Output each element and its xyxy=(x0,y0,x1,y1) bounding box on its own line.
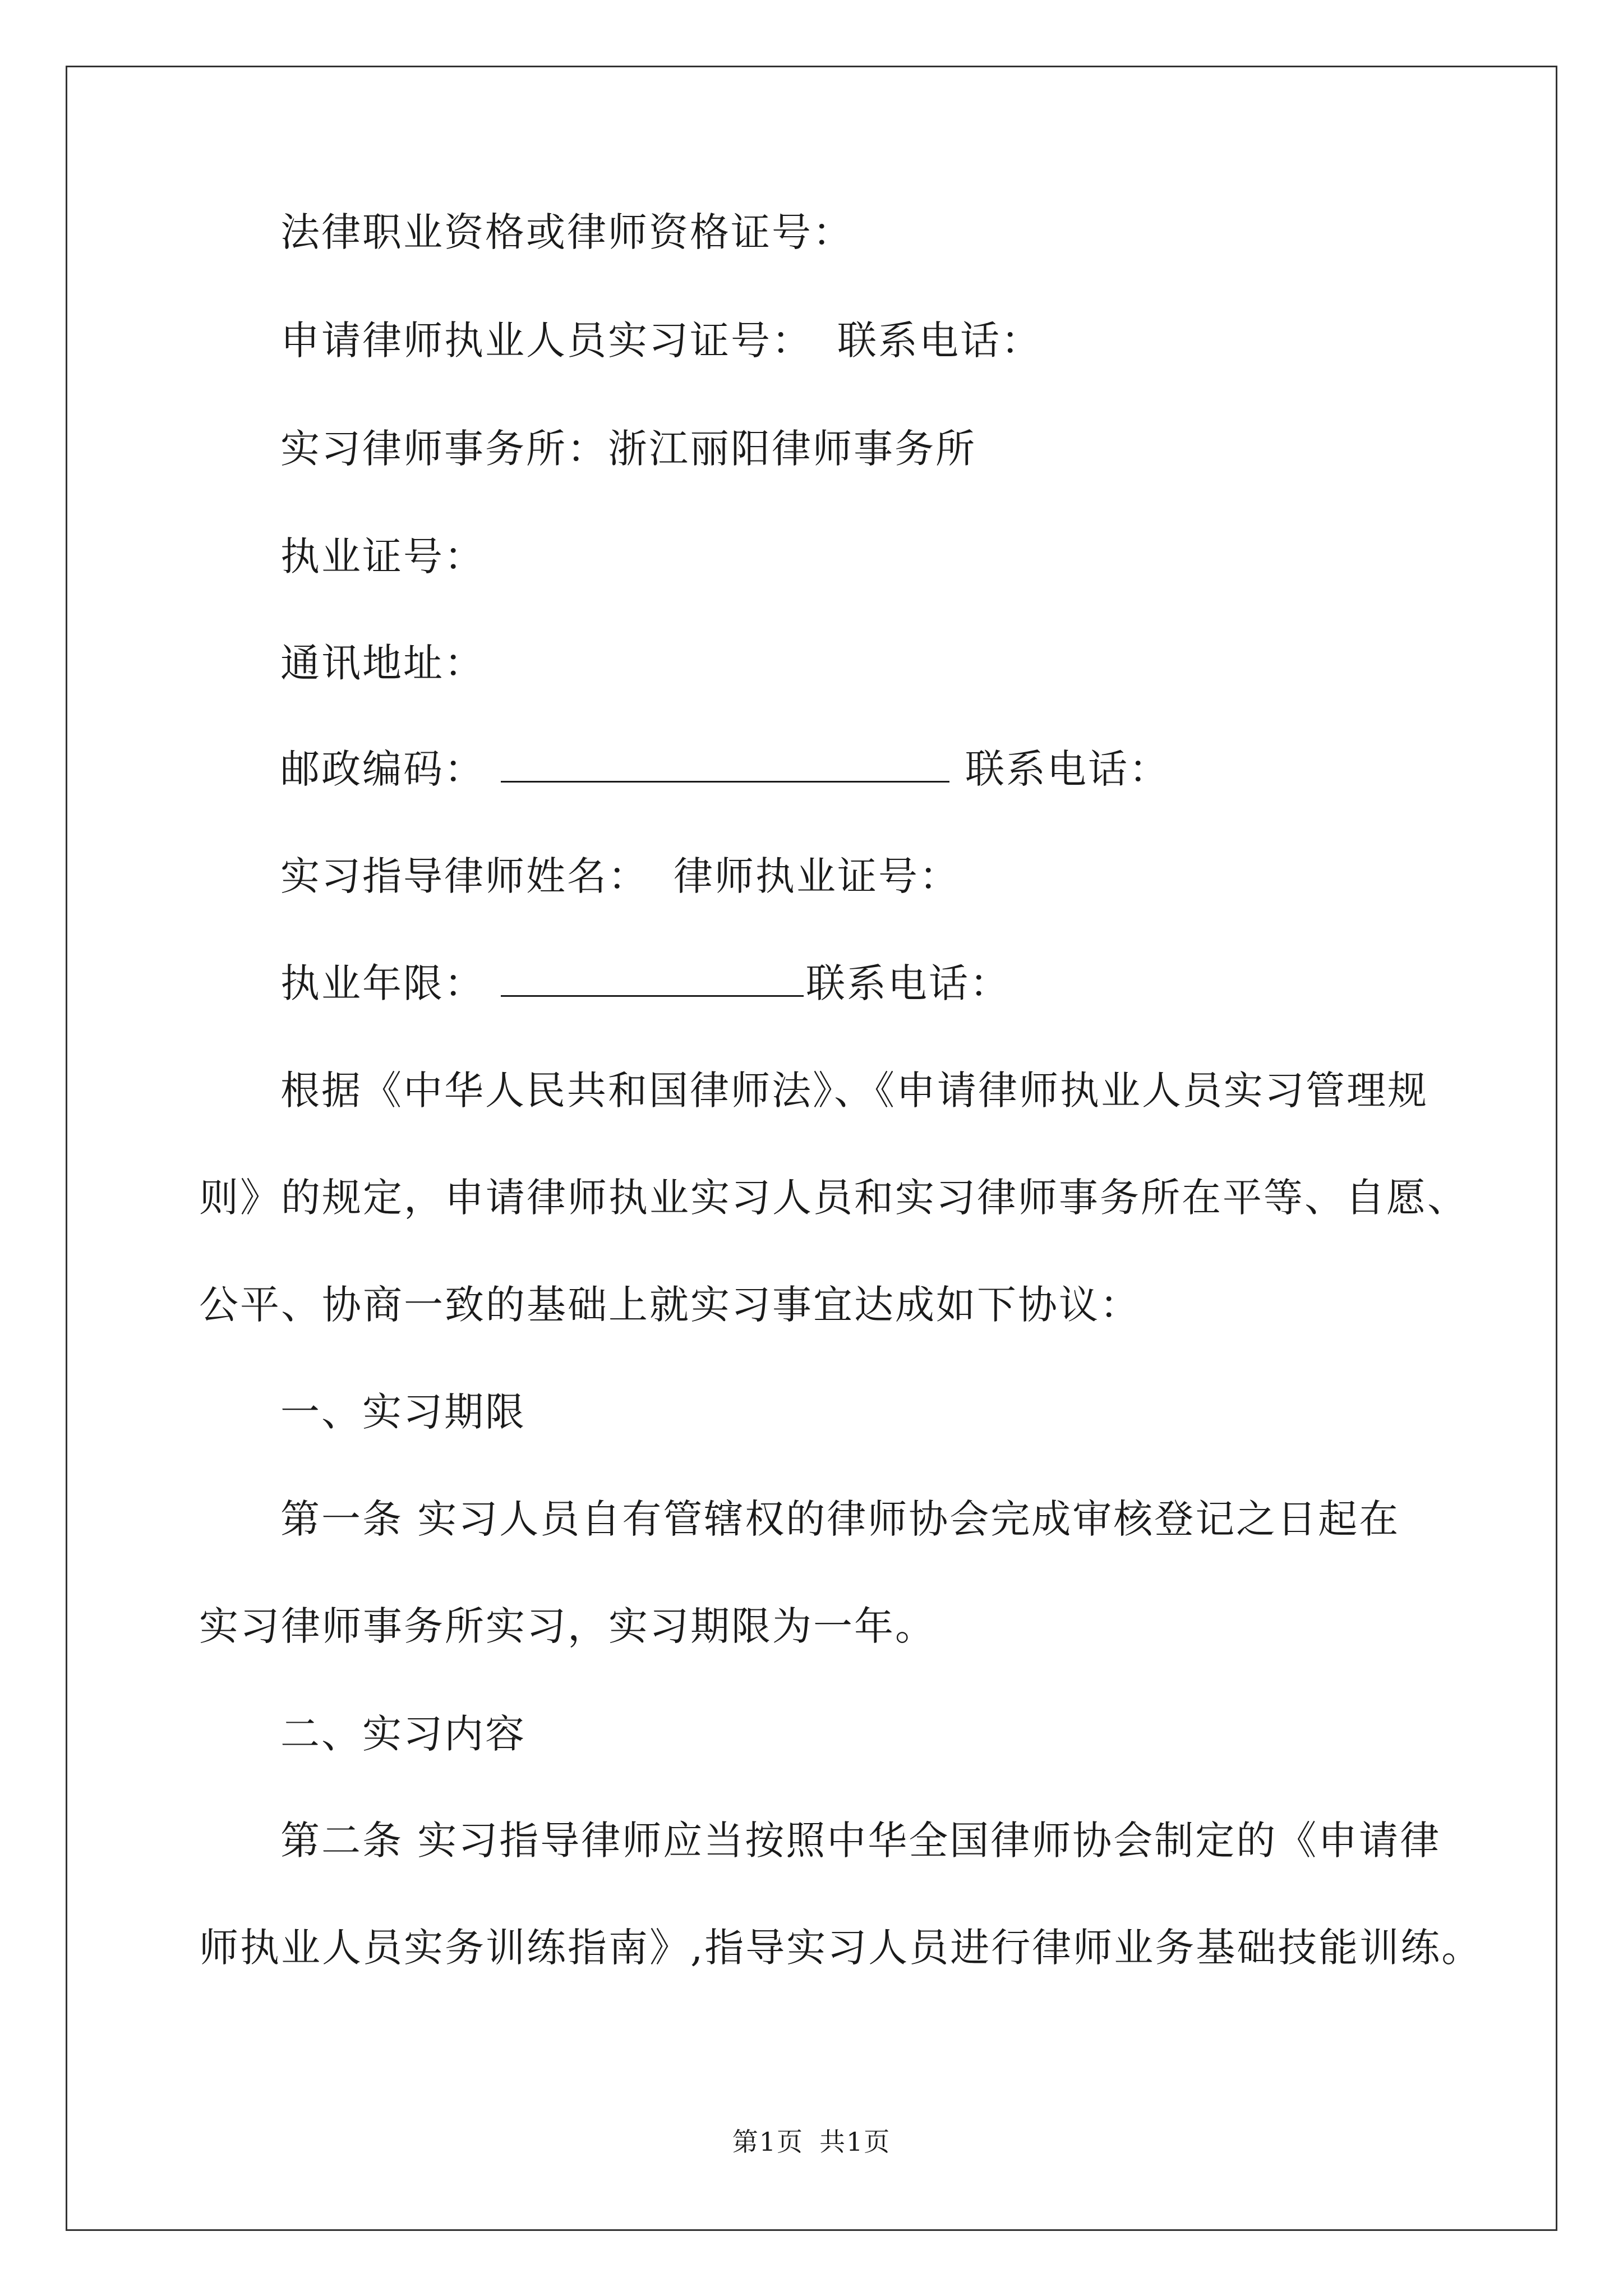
section1-heading xyxy=(280,1385,526,1439)
page-total: 共1页 xyxy=(819,2127,891,2157)
license-line xyxy=(280,530,485,583)
mentor-license-label: 律师执业证号： xyxy=(674,853,960,899)
article1-text-2: 实习律师事务所实习，实习期限为一年。 xyxy=(199,1603,936,1649)
postcode-blank xyxy=(501,745,949,783)
cert-number-label: 法律职业资格或律师资格证号： xyxy=(280,209,854,255)
intern-number-label: 申请律师执业人员实习证号： xyxy=(280,318,813,364)
section1-heading-text: 一、实习期限 xyxy=(280,1389,526,1435)
page-border xyxy=(66,66,1557,2231)
mentor-line xyxy=(280,849,960,903)
postcode-line xyxy=(280,742,1170,796)
license-label: 执业证号： xyxy=(280,533,485,579)
article1-line-2 xyxy=(199,1599,936,1653)
postcode-label: 邮政编码： xyxy=(280,746,485,792)
page-footer xyxy=(0,2125,1623,2159)
postcode-phone-label: 联系电话： xyxy=(965,746,1170,792)
article1-line-1 xyxy=(280,1492,1400,1546)
mentor-name-label: 实习指导律师姓名： xyxy=(280,853,649,899)
address-line xyxy=(280,636,485,690)
section2-heading-text: 二、实习内容 xyxy=(280,1711,526,1757)
article2-text-1: 第二条 实习指导律师应当按照中华全国律师协会制定的《申请律 xyxy=(280,1818,1441,1864)
preamble-text-1: 根据《中华人民共和国律师法》、《申请律师执业人员实习管理规 xyxy=(280,1068,1428,1114)
intern-number-line xyxy=(280,314,1042,367)
section2-heading xyxy=(280,1707,526,1761)
page-number: 第1页 xyxy=(732,2127,804,2157)
years-label: 执业年限： xyxy=(280,960,485,1006)
preamble-line-2: 则》的规定，申请律师执业实习人员和实习律师事务所在平等、自愿、 xyxy=(199,1175,1468,1221)
address-label: 通讯地址： xyxy=(280,640,485,686)
preamble-line-3 xyxy=(199,1278,1141,1332)
years-phone-label: 联系电话： xyxy=(806,960,1011,1006)
firm-label: 实习律师事务所：浙江丽阳律师事务所 xyxy=(280,426,976,472)
years-blank xyxy=(501,959,804,997)
firm-line xyxy=(280,422,976,476)
article2-text-2: 师执业人员实务训练指南》,指导实习人员进行律师业务基础技能训练。 xyxy=(199,1925,1483,1971)
article2-line-2 xyxy=(199,1921,1482,1975)
article1-text-1: 第一条 实习人员自有管辖权的律师协会完成审核登记之日起在 xyxy=(280,1496,1400,1542)
preamble-line-1 xyxy=(280,1064,1428,1117)
intern-phone-label: 联系电话： xyxy=(837,318,1042,364)
preamble-text-3: 公平、协商一致的基础上就实习事宜达成如下协议： xyxy=(199,1282,1141,1328)
cert-number-line xyxy=(280,205,854,259)
article2-line-1 xyxy=(280,1814,1441,1867)
years-line xyxy=(280,956,1011,1010)
